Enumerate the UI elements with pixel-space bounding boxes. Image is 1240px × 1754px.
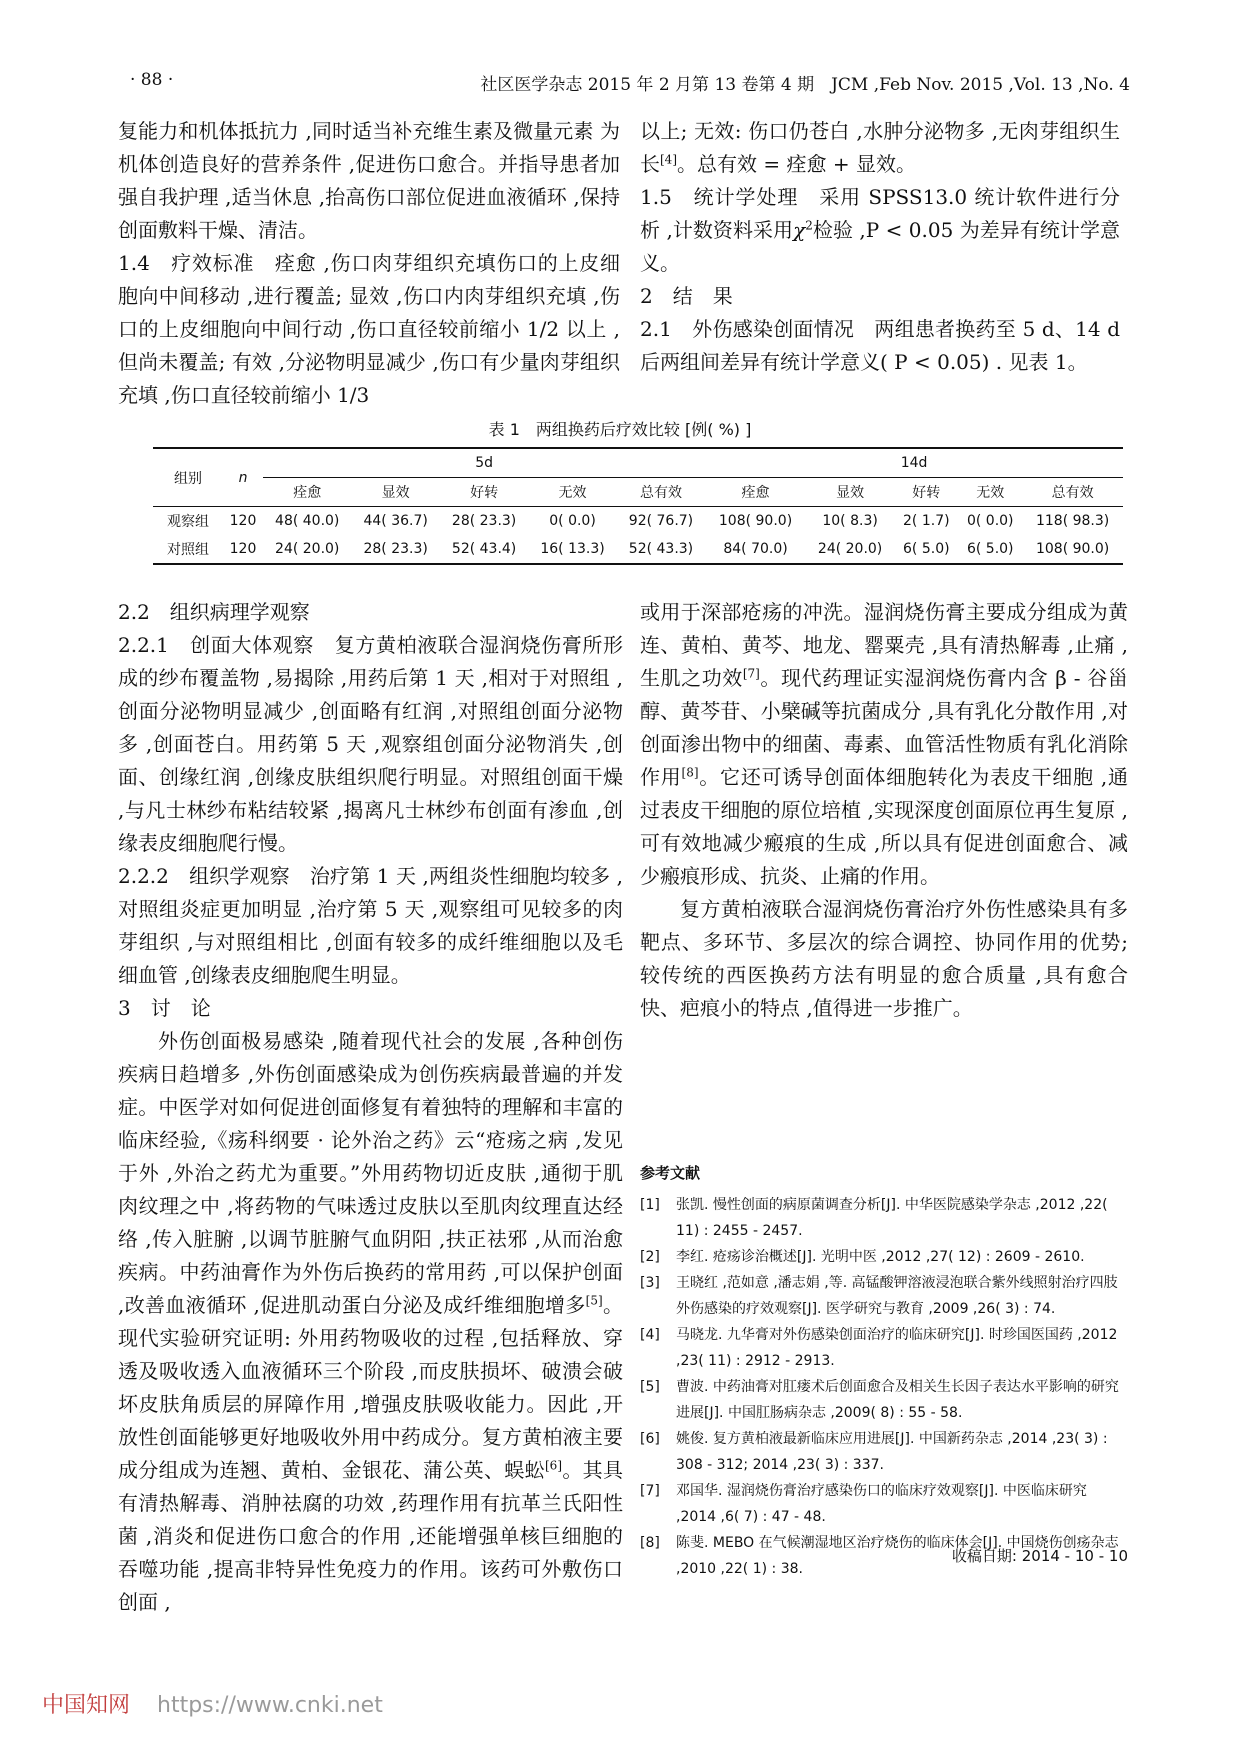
section-2-2-2: 2.2.2 组织学观察 治疗第 1 天 ,两组炎性细胞均较多 ,对照组炎症更加明显 ,治疗第 5 天 ,观察组可见较多的肉芽组织 ,与对照组相比 ,创面有较多的成纤维细胞以及毛细血管 ,创缘表皮细胞爬生明显。 — [118, 864, 623, 987]
subhead: 痊愈 — [263, 478, 351, 507]
group-5d: 5d — [263, 448, 705, 478]
journal-line: 社区医学杂志 2015 年 2 月第 13 卷第 4 期 JCM ,Feb Nov. 2015 ,Vol. 13 ,No. 4 — [480, 75, 1130, 95]
reference-item: [8] 陈斐. MEBO 在气候潮湿地区治疗烧伤的临床体会[J]. 中国烧伤创疡杂志 ,2010 ,22( 1) : 38. — [640, 1535, 1119, 1577]
section-heading: 2.2.1 创面大体观察 — [118, 633, 315, 657]
received-date: 收稿日期: 2014 - 10 - 10 — [951, 1547, 1128, 1565]
section-heading: 2.1 外伤感染创面情况 — [640, 317, 855, 341]
subhead: 好转 — [440, 478, 528, 507]
citation: [6] — [545, 1458, 562, 1473]
citation: [4] — [660, 152, 677, 167]
reference-item: [7] 邓国华. 湿润烧伤膏治疗感染伤口的临床疗效观察[J]. 中医临床研究 ,2014 ,6( 7) : 47 - 48. — [640, 1483, 1087, 1525]
column-top-right — [640, 115, 1120, 379]
section-heading: 2.2.2 组织学观察 — [118, 864, 290, 888]
paragraph: 以上; 无效: 伤口仍苍白 ,水肿分泌物多 ,无肉芽组织生长[4]。总有效 = 痊愈 + 显效。 — [640, 119, 1120, 176]
reference-item: [2] 李红. 疮疡诊治概述[J]. 光明中医 ,2012 ,27( 12) : 2609 - 2610. — [640, 1249, 1085, 1265]
subhead: 无效 — [958, 478, 1022, 507]
references-heading: 参考文献 — [640, 1164, 701, 1182]
table-row: 观察组 120 48( 40.0) 44( 36.7) 28( 23.3) 0( 0.0) 92( 76.7) 108( 90.0) 10( 8.3) 2( 1.7) 0( 0.0) 118( 98.3) — [167, 513, 1110, 530]
watermark — [42, 1688, 383, 1719]
subhead: 痊愈 — [705, 478, 806, 507]
section-heading: 1.5 统计学处理 — [640, 185, 799, 209]
section-heading: 2.2 组织病理学观察 — [118, 600, 310, 624]
references — [640, 1160, 1128, 1582]
col-group-header: 组别 — [153, 448, 223, 507]
subhead: 显效 — [351, 478, 439, 507]
paragraph: 或用于深部疮疡的冲洗。湿润烧伤膏主要成分组成为黄连、黄柏、黄芩、地龙、罂粟壳 ,具有清热解毒 ,止痛 ,生肌之功效[7]。现代药理证实湿润烧伤膏内含 β - 谷甾醇、黄芩苷、小檗碱等抗菌成分 ,具有乳化分散作用 ,对创面渗出物中的细菌、毒素、血管活性物质有乳化消除作用[8]。它还可诱导创面体细胞转化为表皮干细胞 ,通过表皮干细胞的原位培植 ,实现深度创面原位再生复原 ,可有效地减少瘢痕的生成 ,所以具有促进创面愈合、减少瘢痕形成、抗炎、止痛的作用。 — [640, 600, 1129, 888]
paragraph: 复能力和机体抵抗力 ,同时适当补充维生素及微量元素 为机体创造良好的营养条件 ,促进伤口愈合。并指导患者加强自我护理 ,适当休息 ,抬高伤口部位促进血液循环 ,保持创面敷料干燥、清洁。 — [118, 119, 620, 242]
subhead: 好转 — [894, 478, 958, 507]
col-n-header: n — [223, 448, 263, 507]
running-header — [0, 70, 1240, 100]
watermark-url: https://www.cnki.net — [157, 1693, 383, 1718]
citation: [7] — [742, 666, 760, 681]
reference-item: [3] 王晓红 ,范如意 ,潘志娟 ,等. 高锰酸钾溶液浸泡联合紫外线照射治疗四肢外伤感染的疗效观察[J]. 医学研究与教育 ,2009 ,26( 3) : 74. — [640, 1275, 1118, 1317]
subhead: 无效 — [528, 478, 616, 507]
column-top-left — [118, 115, 620, 412]
section-2-2-1: 2.2.1 创面大体观察 复方黄柏液联合湿润烧伤膏所形成的纱布覆盖物 ,易揭除 ,用药后第 1 天 ,相对于对照组 ,创面分泌物明显减少 ,创面略有红润 ,对照组创面分泌物多 ,创面苍白。用药第 5 天 ,观察组创面分泌物消失 ,创面、创缘红润 ,创缘皮肤组织爬行明显。对照组创面干燥 ,与凡士林纱布粘结较紧 ,揭离凡士林纱布创面有渗血 ,创缘表皮细胞爬行慢。 — [118, 633, 624, 855]
subhead: 显效 — [806, 478, 894, 507]
section-heading: 3 讨 论 — [118, 996, 211, 1020]
page-number: · 88 · — [130, 70, 174, 90]
reference-item: [4] 马晓龙. 九华膏对外伤感染创面治疗的临床研究[J]. 时珍国医国药 ,2012 ,23( 11) : 2912 - 2913. — [640, 1327, 1118, 1369]
column-bottom-left — [118, 596, 623, 1619]
citation: [5] — [585, 1293, 603, 1308]
subhead: 总有效 — [617, 478, 705, 507]
section-1-5: 1.5 统计学处理 采用 SPSS13.0 统计软件进行分析 ,计数资料采用$\chi^2$检验 ,P < 0.05 为差异有统计学意义。 — [640, 185, 1120, 275]
paragraph: 1.4 疗效标准 痊愈 ,伤口肉芽组织充填伤口的上皮细胞向中间移动 ,进行覆盖; 显效 ,伤口内肉芽组织充填 ,伤口的上皮细胞向中间行动 ,伤口直径较前缩小 1/2 以上 ,但尚未覆盖; 有效 ,分泌物明显减少 ,伤口有少量肉芽组织充填 ,伤口直径较前缩小 1/3 — [118, 251, 620, 407]
table-row: 对照组 120 24( 20.0) 28( 23.3) 52( 43.4) 16( 13.3) 52( 43.3) 84( 70.0) 24( 20.0) 6( 5.0) 6( 5.0) 108( 90.0) — [153, 535, 1123, 564]
cnki-logo: 中国知网 — [42, 1693, 131, 1718]
subhead: 总有效 — [1022, 478, 1123, 507]
section-2-1: 2.1 外伤感染创面情况 两组患者换药至 5 d、14 d 后两组间差异有统计学意义( P < 0.05) . 见表 1。 — [640, 317, 1120, 374]
table-caption: 表 1 两组换药后疗效比较 [例( %) ] — [488, 420, 752, 439]
group-14d: 14d — [705, 448, 1123, 478]
paragraph: 外伤创面极易感染 ,随着现代社会的发展 ,各种创伤疾病日趋增多 ,外伤创面感染成为创伤疾病最普遍的并发症。中医学对如何促进创面修复有着独特的理解和丰富的临床经验,《疡科纲要 · 论外治之药》云“疮疡之病 ,发见于外 ,外治之药尤为重要。”外用药物切近皮肤 ,通彻于肌肉纹理之中 ,将药物的气味透过皮肤以至肌肉纹理直达经络 ,传入脏腑 ,以调节脏腑气血阴阳 ,扶正祛邪 ,从而治愈疾病。中药油膏作为外伤后换药的常用药 ,可以保护创面 ,改善血液循环 ,促进肌动蛋白分泌及成纤维细胞增多[5]。现代实验研究证明: 外用药物吸收的过程 ,包括释放、穿透及吸收透入血液循环三个阶段 ,而皮肤损坏、破溃会破坏皮肤角质层的屏障作用 ,增强皮肤吸收能力。因此 ,开放性创面能够更好地吸收外用中药成分。复方黄柏液主要成分组成为连翘、黄柏、金银花、蒲公英、蜈蚣[6]。其具有清热解毒、消肿祛腐的功效 ,药理作用有抗革兰氏阳性菌 ,消炎和促进伤口愈合的作用 ,还能增强单核巨细胞的吞噬功能 ,提高非特异性免疫力的作用。该药可外敷伤口创面 , — [118, 1029, 624, 1614]
reference-item: [6] 姚俊. 复方黄柏液最新临床应用进展[J]. 中国新药杂志 ,2014 ,23( 3) : 308 - 312; 2014 ,23( 3) : 337. — [640, 1431, 1108, 1473]
reference-item: [5] 曹波. 中药油膏对肛瘘术后创面愈合及相关生长因子表达水平影响的研究进展[J]. 中国肛肠病杂志 ,2009( 8) : 55 - 58. — [640, 1379, 1119, 1421]
reference-item: [1] 张凯. 慢性创面的病原菌调查分析[J]. 中华医院感染学杂志 ,2012 ,22( 11) : 2455 - 2457. — [640, 1197, 1108, 1239]
section-heading: 2 结 果 — [640, 284, 733, 308]
column-bottom-right — [640, 596, 1128, 1025]
citation: [8] — [681, 765, 699, 780]
paragraph: 复方黄柏液联合湿润烧伤膏治疗外伤性感染具有多靶点、多环节、多层次的综合调控、协同作用的优势; 较传统的西医换药方法有明显的愈合质量 ,具有愈合快、疤痕小的特点 ,值得进一步推广。 — [640, 897, 1128, 1020]
results-table — [153, 447, 1123, 565]
